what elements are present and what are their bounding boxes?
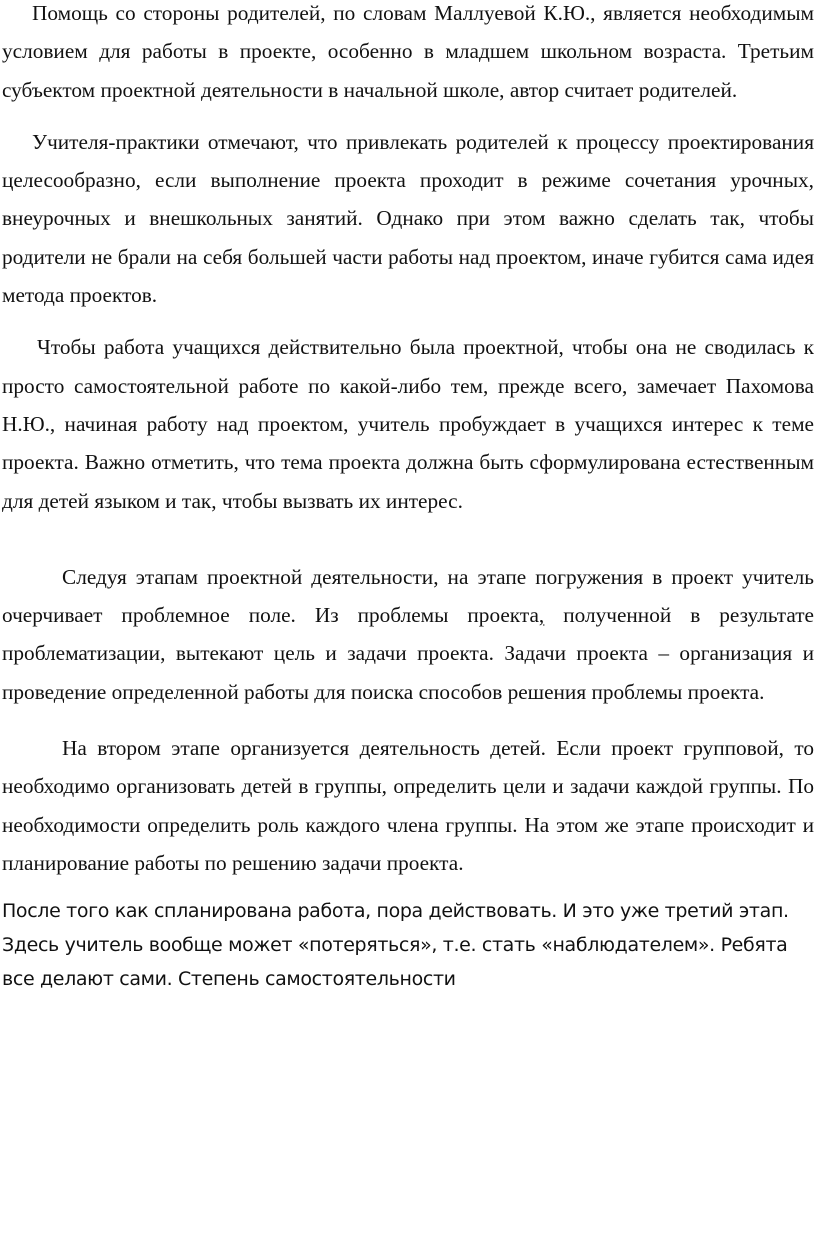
paragraph-teachers-practice: Учителя-практики отмечают, что привлекать родителей к процессу проектирования целесообразно, если выполнение проекта проходит в режиме сочетания урочных, внеурочных и внешкольных занятий. Однако при этом важно сделать так, чтобы родители не брали на себя большей части работы над проектом, иначе губится сама идея метода проектов. [2, 129, 814, 308]
paragraph-project-interest: Чтобы работа учащихся действительно была проектной, чтобы она не сводилась к просто самостоятельной работе по какой-либо тем, прежде всего, замечает Пахомова Н.Ю., начиная работу над проектом, учитель пробуждает в учащихся интерес к теме проекта. Важно отметить, что тема проекта должна быть сформулирована естественным для детей языком и так, чтобы вызвать их интерес. [2, 335, 814, 513]
paragraph-second-stage: На втором этапе организуется деятельность детей. Если проект групповой, то необходимо организовать детей в группы, определить цели и задачи каждой группы. По необходимости определить роль каждого члена группы. На этом же этапе происходит и планирование работы по решению задачи проекта. [2, 736, 814, 875]
paragraph-third-stage: После того как спланирована работа, пора действовать. И это уже третий этап. Здесь учитель вообще может «потеряться», т.е. стать «наблюдателем». Ребята все делают сами. Степень самостоятельности [2, 900, 789, 991]
paragraph-immersion-stage-part-a: Следуя этапам проектной деятельности, на этапе погружения в проект учитель очерчивает проблемное поле. Из проблемы проекта [2, 564, 814, 628]
paragraph-immersion-stage [2, 558, 814, 711]
paragraph-parents-help: Помощь со стороны родителей, по словам Маллуевой К.Ю., является необходимым условием для работы в проекте, особенно в младшем школьном возраста. Третьим субъектом проектной деятельности в начальной школе, автор считает родителей. [2, 1, 814, 102]
underlined-comma: , [538, 603, 545, 628]
paragraph-immersion-stage-part-b: полученной в результате проблематизации, вытекают цель и задачи проекта. Задачи проекта – организация и проведение определенной работы для поиска способов решения проблемы проекта. [2, 603, 815, 704]
